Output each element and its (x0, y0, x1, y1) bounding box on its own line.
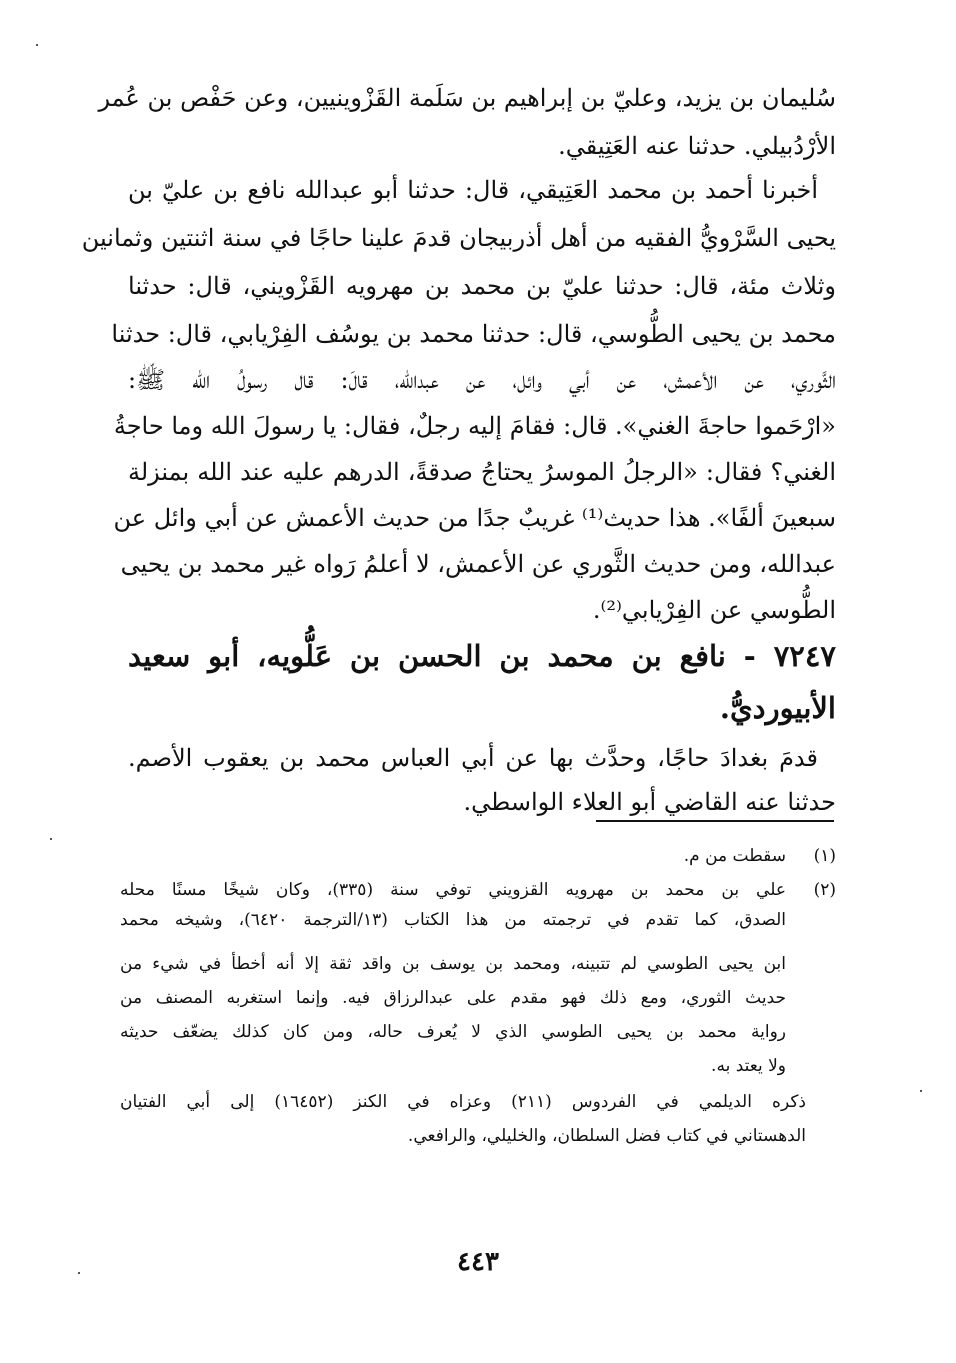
footnote-line: ولا يعتد به. (711, 1056, 786, 1076)
footnote-line: ابن يحيى الطوسي لم تتبينه، ومحمد بن يوسف بن واقد ثقة إلا أنه أخطأ في شيء من (120, 954, 786, 974)
scan-speck (36, 44, 38, 46)
text-line: يحيى السَّرْويُّ الفقيه من أهل أذربيجان قدمَ علينا حاجًا في سنة اثنتين وثمانين (81, 224, 836, 252)
text-line: وثلاث مئة، قال: حدثنا عليّ بن محمد بن مهرويه القَزْويني، قال: حدثنا (128, 272, 836, 300)
text-line: الثَّوري، عن الأعمش، عن أبي وائل، عن عبدالله، قالَ: قال رسولُ الله ﷺ: (128, 366, 836, 394)
text-line: عبدالله، ومن حديث الثَّوري عن الأعمش، لا أعلمُ رَواه غير محمد بن يحيى (120, 550, 836, 578)
footnote-line: علي بن محمد بن مهرويه القزويني توفي سنة (٣٣٥)، وكان شيخًا مسنًا محله (120, 880, 786, 900)
text-line: الغني؟ فقال: «الرجلُ الموسرُ يحتاجُ صدقةً، الدرهم عليه عند الله بمنزلة (128, 458, 836, 486)
footnote-line: الدهستاني في كتاب فضل السلطان، والخليلي، والرافعي. (407, 1126, 806, 1146)
text-line: أخبرنا أحمد بن محمد العَتِيقي، قال: حدثنا أبو عبدالله نافع بن عليّ بن (128, 176, 818, 204)
entry-heading: ٧٢٤٧ - نافع بن محمد بن الحسن بن عَلُّويه، أبو سعيد (128, 639, 836, 673)
text-line: قدمَ بغدادَ حاجًا، وحدَّث بها عن أبي العباس محمد بن يعقوب الأصم. (128, 744, 818, 772)
footnote-number: (١) (813, 846, 836, 866)
entry-heading: الأبيورديُّ. (719, 691, 836, 725)
text-line: «ارْحَموا حاجةَ الغني». قال: فقامَ إليه رجلٌ، فقال: يا رسولَ الله وما حاجةُ (113, 412, 836, 440)
scan-speck (78, 1272, 80, 1274)
scan-speck (920, 1090, 922, 1092)
text-line: الطُّوسي عن الفِرْيابي⁽²⁾. (592, 596, 836, 624)
footnote-line: الصدق، كما تقدم في ترجمته من هذا الكتاب (١٣/الترجمة ٦٤٢٠)، وشيخه محمد (120, 910, 786, 930)
footnote-line: ذكره الديلمي في الفردوس (٢١١) وعزاه في الكنز (١٦٤٥٢) إلى أبي الفتيان (120, 1092, 807, 1112)
footnote-number: (٢) (813, 880, 836, 900)
scan-speck (50, 838, 52, 840)
footnote-divider (596, 820, 834, 822)
text-line: محمد بن يحيى الطُّوسي، قال: حدثنا محمد بن يوسُف الفِرْيابي، قال: حدثنا (111, 320, 836, 348)
footnote-line: رواية محمد بن يحيى الطوسي الذي لا يُعرف حاله، ومن كان كذلك يضعّف حديثه (120, 1022, 786, 1042)
text-line: سبعينَ ألفًا». هذا حديث⁽¹⁾ غريبٌ جدًا من حديث الأعمش عن أبي وائل عن (113, 504, 836, 532)
page-number: ٤٤٣ (457, 1247, 499, 1277)
text-line: حدثنا عنه القاضي أبو العلاء الواسطي. (463, 788, 836, 816)
footnote-line: حديث الثوري، ومع ذلك فهو مقدم على عبدالرزاق فيه. وإنما استغربه المصنف من (120, 988, 786, 1008)
text-line: سُليمان بن يزيد، وعليّ بن إبراهيم بن سَلَمة القَزْوينيين، وعن حَفْص بن عُمر (98, 84, 836, 112)
text-line: الأرْدُبيلي. حدثنا عنه العَتِيقي. (558, 132, 836, 160)
footnote-line: سقطت من م. (683, 846, 786, 866)
